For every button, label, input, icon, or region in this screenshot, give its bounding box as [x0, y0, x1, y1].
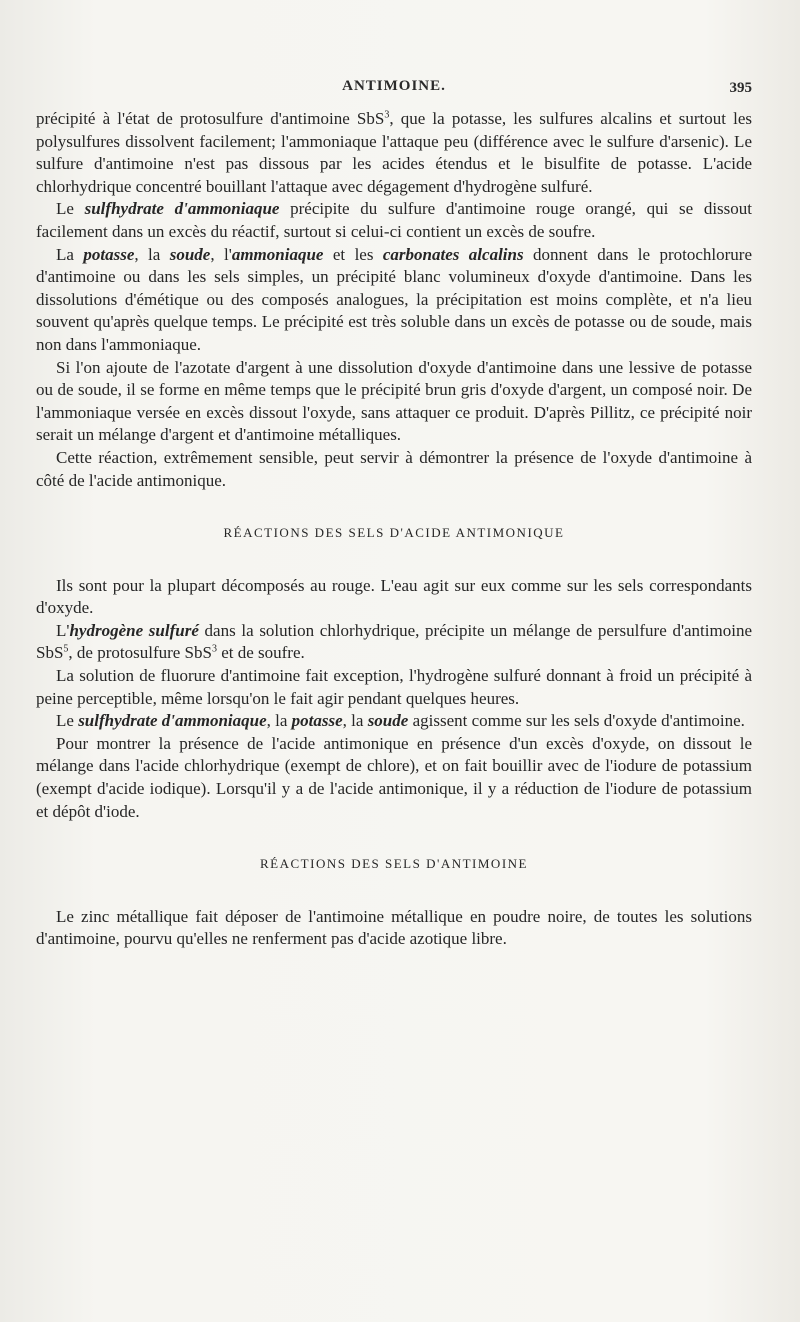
page-number: 395: [729, 80, 752, 96]
italic-term: potasse: [291, 711, 343, 731]
paragraph: [36, 733, 752, 823]
italic-term: sulfhydrate d'ammoniaque: [84, 199, 280, 219]
italic-term: carbonates alcalins: [382, 244, 524, 264]
running-title: ANTIMOINE.: [342, 78, 446, 94]
italic-term: soude: [169, 244, 211, 264]
text-run: et les: [323, 244, 383, 264]
text-run: Cette réaction, extrêmement sensible, peut servir à démontrer la présence de l'oxyde d'antimoine à côté de l'acide antimonique.: [36, 447, 752, 490]
text-run: La: [56, 244, 84, 264]
text-run: Le zinc métallique fait déposer de l'antimoine métallique en poudre noire, de toutes les solutions d'antimoine, pourvu qu'elles ne renferment pas d'acide azotique libre.: [36, 906, 752, 949]
italic-term: hydrogène sulfuré: [69, 620, 199, 640]
italic-term: soude: [367, 711, 409, 731]
text-run: dans la solution chlorhydrique, précipite un mélange de persulfure d'antimoine SbS: [36, 620, 752, 663]
paragraph: [36, 620, 752, 665]
superscript: 5: [63, 643, 69, 655]
paragraph: [36, 244, 752, 357]
text-run: agissent comme sur les sels d'oxyde d'antimoine.: [408, 711, 745, 731]
text-run: Le: [56, 199, 85, 219]
italic-term: ammoniaque: [231, 244, 324, 264]
paragraph: [36, 198, 752, 243]
text-run: précipité à l'état de protosulfure d'antimoine SbS: [36, 109, 385, 128]
text-run: donnent dans le protochlorure d'antimoine ou dans les sels simples, un précipité blanc volumineux d'oxyde d'antimoine. Dans les dissolutions d'émétique ou des composés analogues, la précipitation est moins complète, et n'a lieu souvent qu'après quelque temps. Le précipité est très soluble dans un excès de potasse ou de soude, mais non dans l'ammoniaque.: [36, 244, 752, 354]
text-run: , la: [134, 244, 170, 264]
paragraph: [36, 575, 752, 620]
paragraph: [36, 710, 752, 733]
paragraph: [36, 906, 752, 951]
text-run: La solution de fluorure d'antimoine fait exception, l'hydrogène sulfuré donnant à froid un précipité à peine perceptible, même lorsqu'on le fait agir pendant quelques heures.: [36, 666, 752, 708]
text-run: Le: [56, 711, 79, 731]
text-run: , de protosulfure SbS: [68, 643, 212, 663]
text-run: , l': [210, 244, 232, 264]
italic-term: sulfhydrate d'ammoniaque: [78, 711, 267, 731]
paragraph-group-antimony-salts: [36, 906, 752, 951]
paragraph: [36, 665, 752, 710]
text-run: et de soufre.: [216, 643, 305, 663]
text-run: , que la potasse, les sulfures alcalins et surtout les polysulfures dissolvent facilement; l'ammoniaque l'attaque peu (différence avec le sulfure d'arsenic). Le sulfure d'antimoine n'est pas dissous par les acides étendus et le bisulfite de potasse. L'acide chlorhydrique concentré bouillant l'attaque avec dégagement d'hydrogène sulfuré.: [36, 109, 752, 196]
section-heading-antimony-salts: RÉACTIONS DES SELS D'ANTIMOINE: [260, 856, 528, 872]
section-heading-antimonic-acid-salts: RÉACTIONS DES SELS D'ACIDE ANTIMONIQUE: [223, 525, 565, 541]
paragraph: [36, 447, 752, 492]
paragraph-group-antimonic-acid: [36, 575, 752, 824]
running-head: [36, 78, 752, 100]
text-run: , la: [266, 711, 292, 731]
text-run: L': [56, 620, 70, 640]
text-run: Ils sont pour la plupart décomposés au rouge. L'eau agit sur eux comme sur les sels correspondants d'oxyde.: [36, 575, 752, 618]
italic-term: potasse: [83, 244, 135, 264]
text-run: Pour montrer la présence de l'acide antimonique en présence d'un excès d'oxyde, on dissout le mélange dans l'acide chlorhydrique (exempt de chlore), et on fait bouillir avec de l'iodure de potassium (exempt d'acide iodique). Lorsqu'il y a de l'acide antimonique, il y a réduction de l'iodure de potassium et dépôt d'iode.: [36, 733, 752, 821]
paragraph: [36, 357, 752, 447]
text-run: , la: [342, 711, 368, 731]
paragraph: [36, 108, 752, 198]
superscript: 3: [211, 643, 217, 655]
paragraph-group-antimony-oxide: [36, 108, 752, 492]
text-run: précipite du sulfure d'antimoine rouge orangé, qui se dissout facilement dans un excès du réactif, surtout si celui-ci contient un excès de soufre.: [36, 199, 752, 241]
body-text: [36, 108, 752, 951]
superscript: 3: [384, 109, 390, 121]
text-run: Si l'on ajoute de l'azotate d'argent à une dissolution d'oxyde d'antimoine dans une lessive de potasse ou de soude, il se forme en même temps que le précipité brun gris d'oxyde d'argent, un composé noir. De l'ammoniaque versée en excès dissout l'oxyde, sans attaquer ce produit. D'après Pillitz, ce précipité noir serait un mélange d'argent et d'antimoine métalliques.: [36, 357, 752, 445]
